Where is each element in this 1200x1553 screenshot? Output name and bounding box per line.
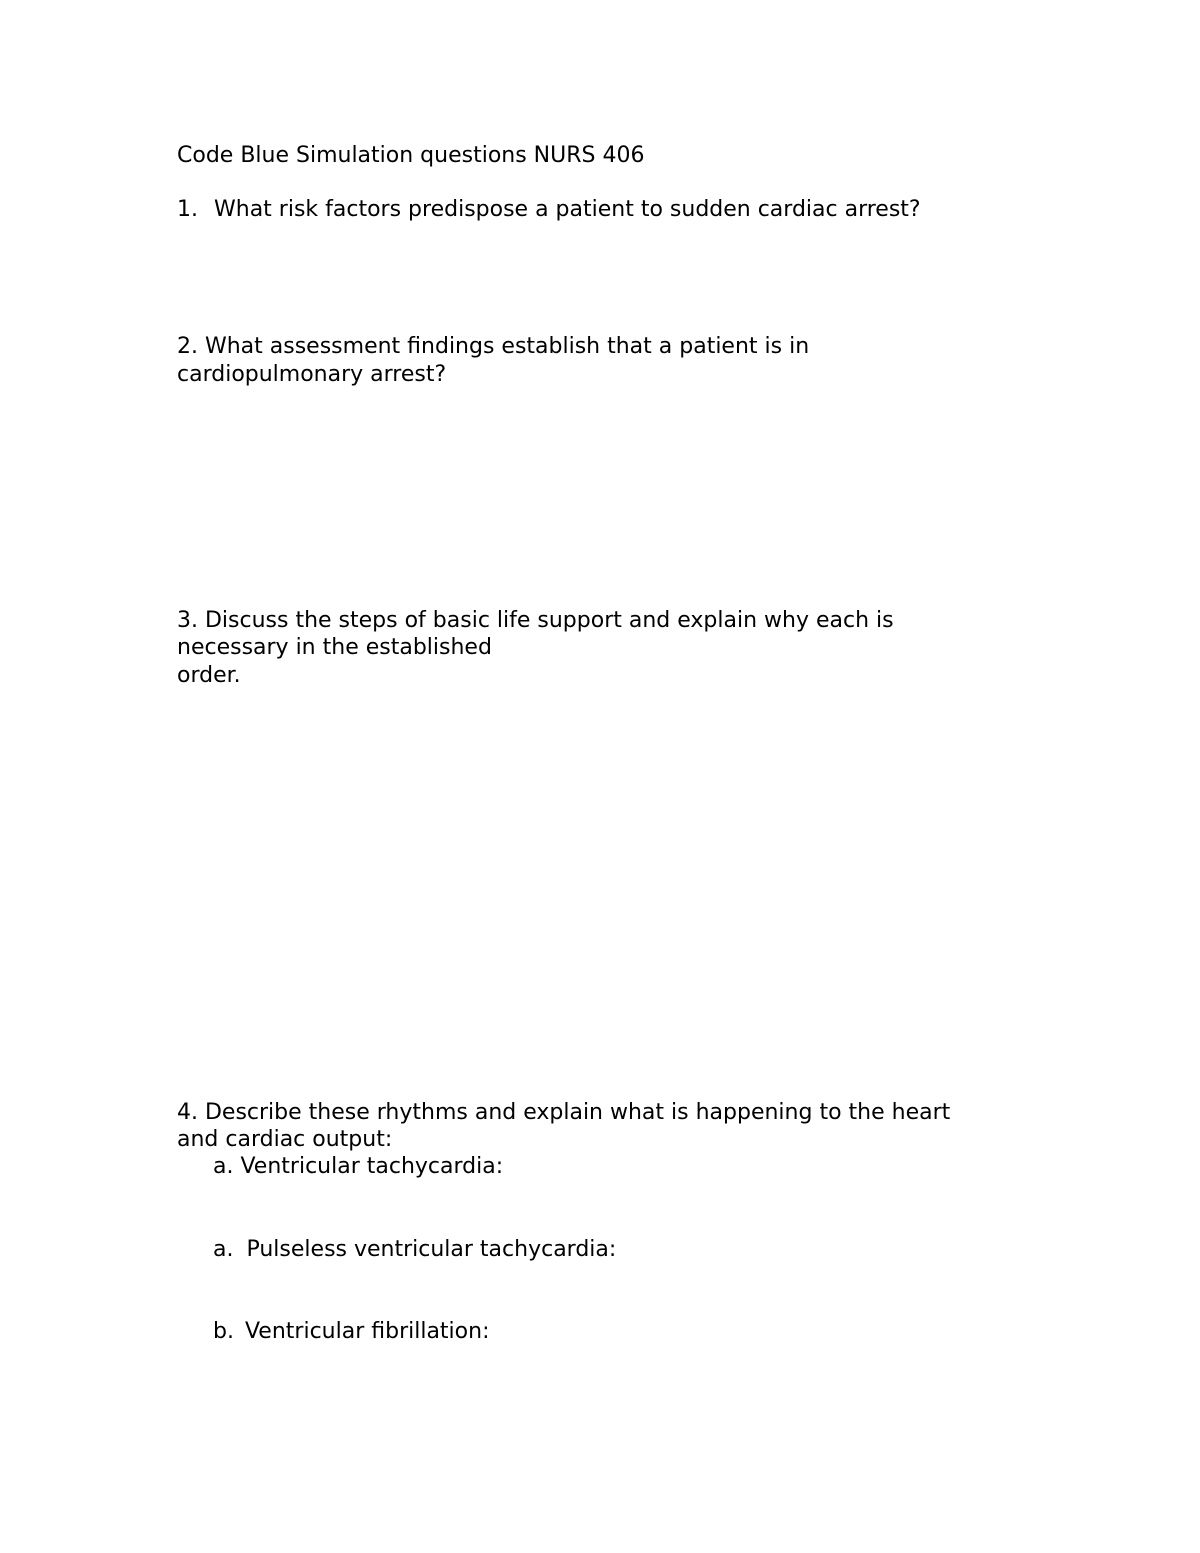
question-4-line-2: and cardiac output: xyxy=(177,1127,393,1152)
sub-b-text: Ventricular fibrillation: xyxy=(244,1319,490,1344)
sub-a-marker: a. xyxy=(213,1237,234,1262)
question-4-line-1: 4. Describe these rhythms and explain what is happening to the heart xyxy=(177,1100,951,1125)
sub-b-marker: b. xyxy=(213,1319,234,1344)
document-title: Code Blue Simulation questions NURS 406 xyxy=(177,143,645,168)
question-2-line-1: 2. What assessment findings establish that a patient is in xyxy=(177,334,810,359)
question-4-sub-b-ventricular-fibrillation xyxy=(213,1318,489,1345)
question-3-line-3: order. xyxy=(177,663,241,688)
question-4-sub-a-pulseless-vt xyxy=(213,1236,616,1263)
question-1-number: 1. xyxy=(177,197,198,222)
question-1-text: What risk factors predispose a patient to sudden cardiac arrest? xyxy=(214,197,921,222)
question-3-line-1: 3. Discuss the steps of basic life support and explain why each is xyxy=(177,608,894,633)
question-3-line-2: necessary in the established xyxy=(177,635,492,660)
question-1 xyxy=(177,196,921,223)
question-4-sub-a-ventricular-tachycardia: a. Ventricular tachycardia: xyxy=(213,1154,504,1179)
question-2-line-2: cardiopulmonary arrest? xyxy=(177,362,447,387)
sub-a-text: Pulseless ventricular tachycardia: xyxy=(246,1237,617,1262)
